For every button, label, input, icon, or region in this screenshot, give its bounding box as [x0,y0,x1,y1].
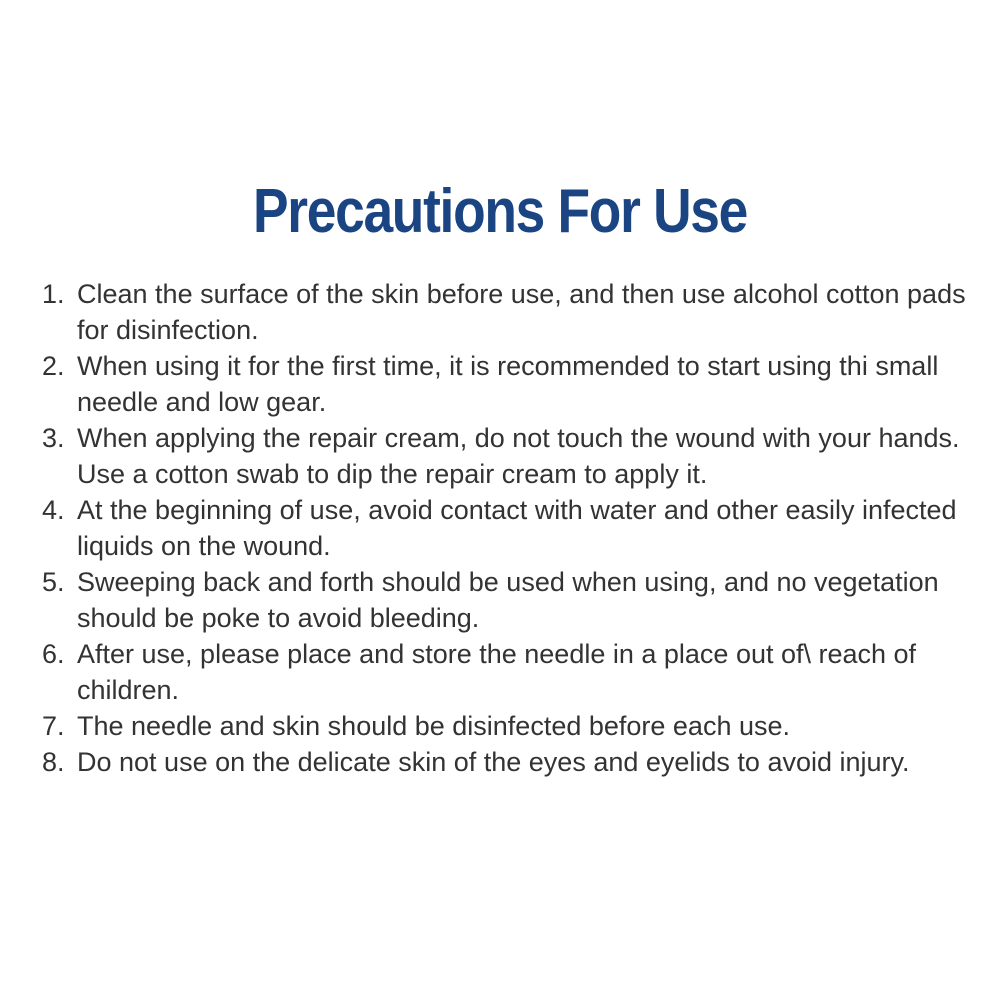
list-item [42,564,977,636]
item-number: 4. [42,495,65,525]
item-text: After use, please place and store the needle in a place out of\ reach of children. [77,639,917,705]
list-item [42,276,977,348]
item-number: 3. [42,423,65,453]
item-number: 5. [42,567,65,597]
list-item [42,348,977,420]
list-item [42,744,977,780]
item-text: Do not use on the delicate skin of the eyes and eyelids to avoid injury. [77,747,910,777]
item-text: The needle and skin should be disinfected before each use. [77,711,790,741]
item-text: When applying the repair cream, do not touch the wound with your hands. Use a cotton swab to dip the repair cream to apply it. [77,423,960,489]
item-number: 2. [42,351,65,381]
precautions-list [42,276,977,780]
item-text: When using it for the first time, it is recommended to start using thi small needle and low gear. [77,351,939,417]
list-item [42,708,977,744]
item-number: 6. [42,639,65,669]
list-item [42,492,977,564]
page-title: Precautions For Use [252,177,748,246]
item-number: 1. [42,279,65,309]
list-item [42,636,977,708]
list-item [42,420,977,492]
item-text: Clean the surface of the skin before use, and then use alcohol cotton pads for disinfection. [77,279,966,345]
item-text: At the beginning of use, avoid contact with water and other easily infected liquids on the wound. [77,495,957,561]
item-text: Sweeping back and forth should be used when using, and no vegetation should be poke to avoid bleeding. [77,567,939,633]
item-number: 8. [42,747,65,777]
item-number: 7. [42,711,65,741]
